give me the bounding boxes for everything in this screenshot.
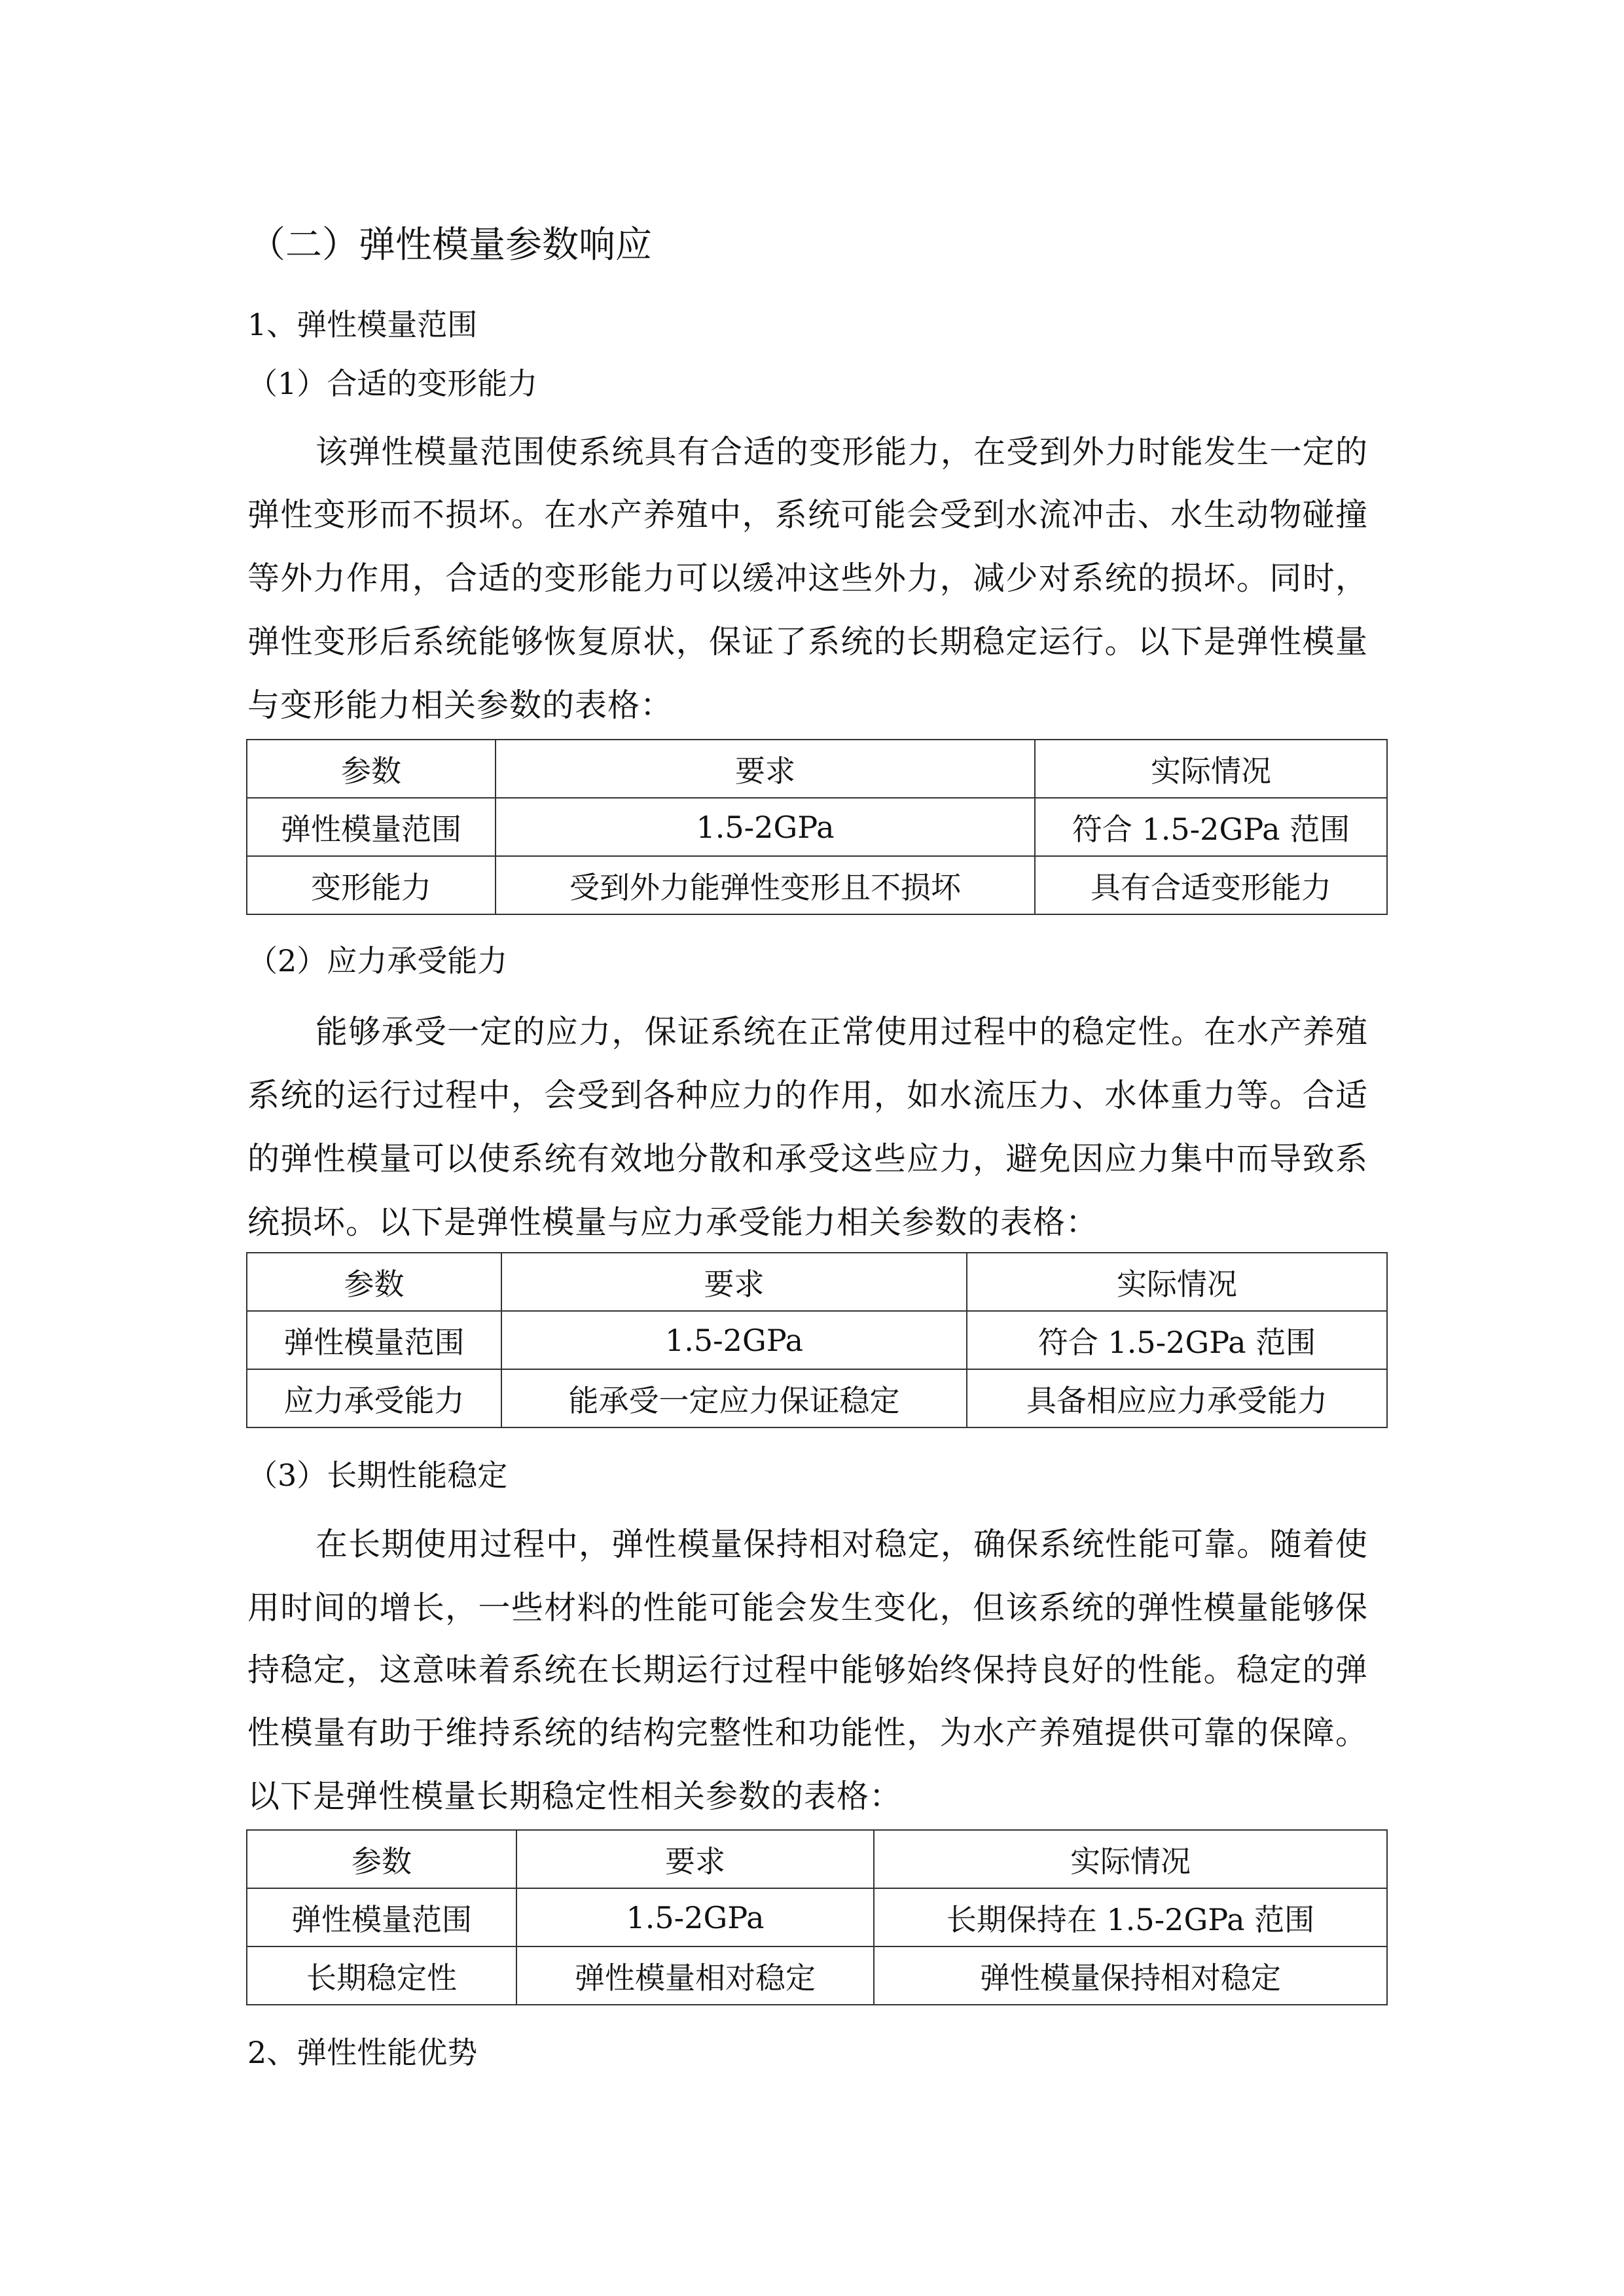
table-row [247, 1369, 1387, 1427]
paragraph-line: 用时间的增长，一些材料的性能可能会发生变化，但该系统的弹性模量能够保 [247, 1589, 1368, 1626]
paragraph-line: 以下是弹性模量长期稳定性相关参数的表格： [247, 1778, 903, 1815]
table-header: 参数 [247, 1253, 501, 1311]
table-header: 实际情况 [874, 1830, 1387, 1888]
table-cell: 1.5-2GPa [496, 798, 1035, 856]
table-header: 实际情况 [1035, 740, 1387, 798]
table-cell: 弹性模量范围 [247, 1888, 516, 1946]
paragraph-line: 该弹性模量范围使系统具有合适的变形能力，在受到外力时能发生一定的 [316, 433, 1368, 471]
table-header: 实际情况 [967, 1253, 1387, 1311]
table-cell: 1.5-2GPa [516, 1888, 874, 1946]
table-header-row [247, 1830, 1387, 1888]
table-cell: 能承受一定应力保证稳定 [501, 1369, 967, 1427]
section-title: （二）弹性模量参数响应 [249, 224, 652, 266]
table-cell: 受到外力能弹性变形且不损坏 [496, 856, 1035, 914]
paragraph-line: 的弹性模量可以使系统有效地分散和承受这些应力，避免因应力集中而导致系 [247, 1140, 1368, 1177]
paragraph-line: 等外力作用，合适的变形能力可以缓冲这些外力，减少对系统的损坏。同时， [247, 560, 1368, 597]
paragraph-line: 系统的运行过程中，会受到各种应力的作用，如水流压力、水体重力等。合适 [247, 1077, 1368, 1114]
deformation-table [246, 739, 1388, 915]
table-header: 参数 [247, 740, 496, 798]
paragraph-line: 在长期使用过程中，弹性模量保持相对稳定，确保系统性能可靠。随着使 [316, 1526, 1368, 1563]
table-row [247, 1888, 1387, 1946]
paragraph-line: 统损坏。以下是弹性模量与应力承受能力相关参数的表格： [247, 1204, 1099, 1241]
table-row [247, 856, 1387, 914]
table-header: 要求 [516, 1830, 874, 1888]
stress-table [246, 1252, 1388, 1428]
table-cell: 具有合适变形能力 [1035, 856, 1387, 914]
subheading-deformation: （1）合适的变形能力 [247, 366, 538, 401]
heading-elastic-modulus-range: 1、弹性模量范围 [247, 307, 478, 342]
table-cell: 弹性模量相对稳定 [516, 1946, 874, 2005]
table-cell: 符合 1.5-2GPa 范围 [967, 1311, 1387, 1369]
long-term-table [246, 1829, 1388, 2005]
table-row [247, 1311, 1387, 1369]
table-cell: 具备相应应力承受能力 [967, 1369, 1387, 1427]
paragraph-line: 性模量有助于维持系统的结构完整性和功能性，为水产养殖提供可靠的保障。 [247, 1714, 1368, 1751]
table-cell: 符合 1.5-2GPa 范围 [1035, 798, 1387, 856]
paragraph-line: 弹性变形而不损坏。在水产养殖中，系统可能会受到水流冲击、水生动物碰撞 [247, 496, 1368, 533]
paragraph-line: 与变形能力相关参数的表格： [247, 687, 674, 724]
table-row [247, 798, 1387, 856]
paragraph-line: 能够承受一定的应力，保证系统在正常使用过程中的稳定性。在水产养殖 [316, 1013, 1368, 1050]
table-header-row [247, 1253, 1387, 1311]
table-header: 参数 [247, 1830, 516, 1888]
paragraph-line: 弹性变形后系统能够恢复原状，保证了系统的长期稳定运行。以下是弹性模量 [247, 623, 1368, 660]
subheading-long-term: （3）长期性能稳定 [247, 1458, 508, 1493]
table-cell: 弹性模量范围 [247, 1311, 501, 1369]
table-header: 要求 [496, 740, 1035, 798]
table-header: 要求 [501, 1253, 967, 1311]
table-cell: 变形能力 [247, 856, 496, 914]
table-header-row [247, 740, 1387, 798]
table-cell: 应力承受能力 [247, 1369, 501, 1427]
table-cell: 1.5-2GPa [501, 1311, 967, 1369]
table-row [247, 1946, 1387, 2005]
table-cell: 弹性模量保持相对稳定 [874, 1946, 1387, 2005]
table-cell: 弹性模量范围 [247, 798, 496, 856]
paragraph-line: 持稳定，这意味着系统在长期运行过程中能够始终保持良好的性能。稳定的弹 [247, 1651, 1368, 1689]
subheading-stress: （2）应力承受能力 [247, 943, 508, 978]
heading-elastic-advantages: 2、弹性性能优势 [247, 2035, 478, 2070]
table-cell: 长期稳定性 [247, 1946, 516, 2005]
table-cell: 长期保持在 1.5-2GPa 范围 [874, 1888, 1387, 1946]
